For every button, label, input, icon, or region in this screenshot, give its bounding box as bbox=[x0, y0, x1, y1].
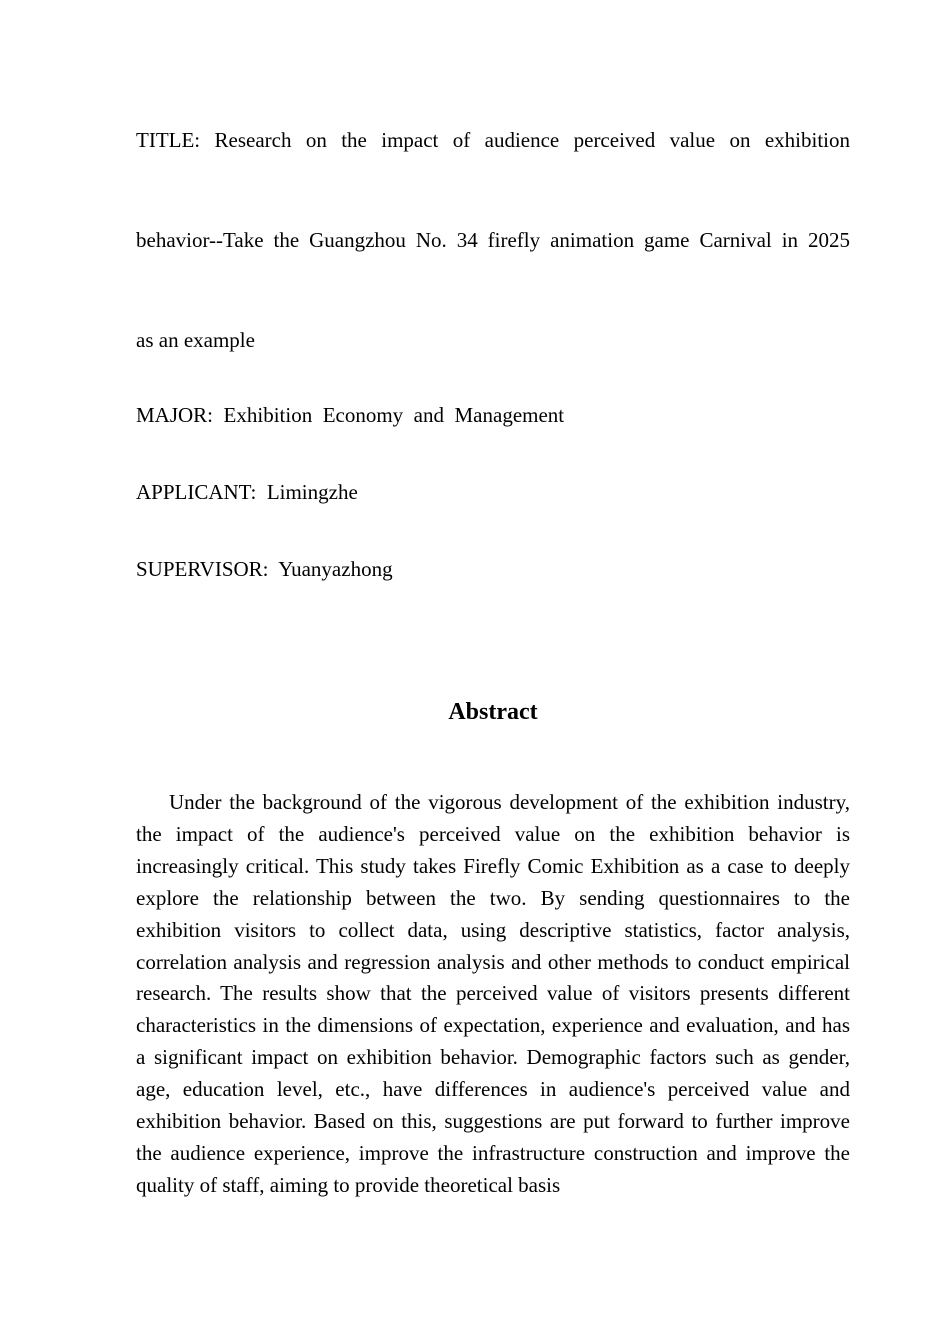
supervisor-field bbox=[136, 556, 850, 582]
title-line-2: behavior--Take the Guangzhou No. 34 firefly animation game Carnival in 2025 bbox=[136, 228, 850, 252]
supervisor-label: SUPERVISOR: bbox=[136, 557, 269, 581]
major-field bbox=[136, 402, 850, 428]
major-label: MAJOR: bbox=[136, 403, 214, 427]
applicant-field bbox=[136, 479, 850, 505]
abstract-body: Under the background of the vigorous development of the exhibition industry, the impact of the audience's perceived value on the exhibition behavior is increasingly critical. This study takes Firefly Comic Exhibition as a case to deeply explore the relationship between the two. By sending questionnaires to the exhibition visitors to collect data, using descriptive statistics, factor analysis, correlation analysis and regression analysis and other methods to conduct empirical research. The results show that the perceived value of visitors presents different characteristics in the dimensions of expectation, experience and evaluation, and has a significant impact on exhibition behavior. Demographic factors such as gender, age, education level, etc., have differences in audience's perceived value and exhibition behavior. Based on this, suggestions are put forward to further improve the audience experience, improve the infrastructure construction and improve the quality of staff, aiming to provide theoretical basis bbox=[136, 790, 850, 1197]
title-line-1 bbox=[136, 127, 850, 153]
applicant-label: APPLICANT: bbox=[136, 480, 257, 504]
applicant-value: Limingzhe bbox=[266, 480, 358, 504]
major-value: Exhibition Economy and Management bbox=[223, 403, 565, 427]
supervisor-value: Yuanyazhong bbox=[278, 557, 393, 581]
title-label: TITLE: bbox=[136, 128, 201, 152]
title-line-3: as an example bbox=[136, 328, 255, 352]
title-text-line-1: Research on the impact of audience perceived value on exhibition bbox=[214, 128, 850, 152]
abstract-heading: Abstract bbox=[448, 699, 538, 725]
